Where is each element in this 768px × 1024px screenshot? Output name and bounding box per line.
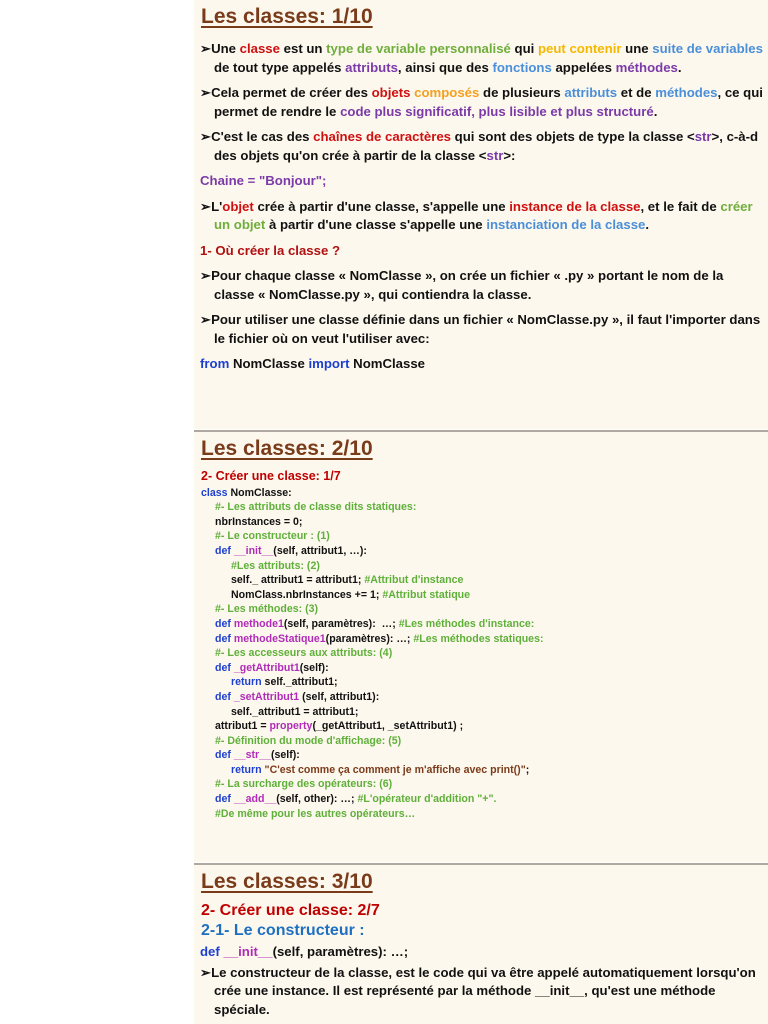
code-import: from NomClasse import NomClasse (200, 356, 426, 371)
code-line: #- Les méthodes: (3) (215, 603, 319, 616)
paragraph-import: ➢Pour utiliser une classe définie dans un fichier « NomClasse.py », il faut l'importer dans le fichier où on veut l'utiliser avec: (200, 312, 761, 346)
code-line: #- La surcharge des opérateurs: (6) (215, 778, 393, 791)
paragraph-file: ➢Pour chaque classe « NomClasse », on crée un fichier « .py » portant le nom de la classe « NomClasse.py », qui contiendra la classe. (200, 268, 724, 302)
code-line: def methode1(self, paramètres): …; #Les méthodes d'instance: (215, 617, 535, 630)
code-line: return "C'est comme ça comment je m'affiche avec print()"; (231, 763, 530, 776)
paragraph-instance: ➢L'objet crée à partir d'une classe, s'appelle une instance de la classe, et le fait de créer un objet à partir d'une classe s'appelle une instanciation de la classe. (200, 198, 753, 232)
paragraph-constructor: ➢Le constructeur de la classe, est le code qui va être appelé automatiquement lorsqu'on crée une instance. Il est représenté par la méthode __init__, qu'est une méthode spéciale. (200, 964, 756, 1017)
code-line: self._ attribut1 = attribut1; #Attribut d'instance (231, 574, 464, 587)
code-line: def __str__(self): (215, 749, 300, 762)
paragraph-objects: ➢Cela permet de créer des objets composés de plusieurs attributs et de méthodes, ce qui permet de rendre le code plus significatif, plus lisible et plus structuré. (200, 85, 763, 119)
code-line: NomClass.nbrInstances += 1; #Attribut statique (231, 588, 471, 601)
code-line: #- Le constructeur : (1) (215, 530, 330, 543)
paragraph-strings: ➢C'est le cas des chaînes de caractères qui sont des objets de type la classe <str>, c-à-d des objets qu'on crée à partir de la classe <str>: (200, 129, 759, 163)
slide-3-title: Les classes: 3/10 (201, 870, 373, 893)
code-line: #- Définition du mode d'affichage: (5) (215, 734, 402, 747)
code-heading: 2- Créer une classe: 1/7 (201, 469, 341, 483)
code-block (201, 486, 768, 822)
code-line: #- Les attributs de classe dits statiques: (215, 501, 417, 514)
slide-3-subheading: 2-1- Le constructeur : (201, 922, 365, 939)
slide-1 (194, 0, 768, 429)
slide-2 (194, 432, 768, 862)
code-example-string: Chaine = "Bonjour"; (200, 173, 327, 188)
code-line: def _setAttribut1 (self, attribut1): (215, 690, 380, 703)
slide-3 (194, 865, 768, 1024)
code-line: attribut1 = property(_getAttribut1, _setAttribut1) ; (215, 720, 464, 733)
code-constructor: def __init__(self, paramètres): …; (200, 944, 409, 959)
code-line: self._attribut1 = attribut1; (231, 705, 359, 718)
code-line: def __add__(self, other): …; #L'opérateur d'addition "+". (215, 793, 497, 806)
code-line: return self._attribut1; (231, 676, 338, 689)
code-line: #- Les accesseurs aux attributs: (4) (215, 647, 393, 660)
slide-3-heading: 2- Créer une classe: 2/7 (201, 902, 380, 919)
code-line: nbrInstances = 0; (215, 515, 303, 528)
section-heading: 1- Où créer la classe ? (200, 242, 341, 258)
code-line: class NomClasse: (201, 486, 292, 499)
code-line: #De même pour les autres opérateurs… (215, 807, 416, 820)
code-line: def _getAttribut1(self): (215, 661, 329, 674)
slide-2-title: Les classes: 2/10 (201, 437, 373, 460)
code-line: #Les attributs: (2) (231, 559, 320, 572)
code-line: def methodeStatique1(paramètres): …; #Les méthodes statiques: (215, 632, 544, 645)
slide-1-title: Les classes: 1/10 (201, 5, 373, 28)
code-line: def __init__(self, attribut1, …): (215, 544, 367, 557)
paragraph-definition: ➢Une classe est un type de variable personnalisé qui peut contenir une suite de variables de tout type appelés attributs, ainsi que des fonctions appelées méthodes. (200, 41, 763, 75)
